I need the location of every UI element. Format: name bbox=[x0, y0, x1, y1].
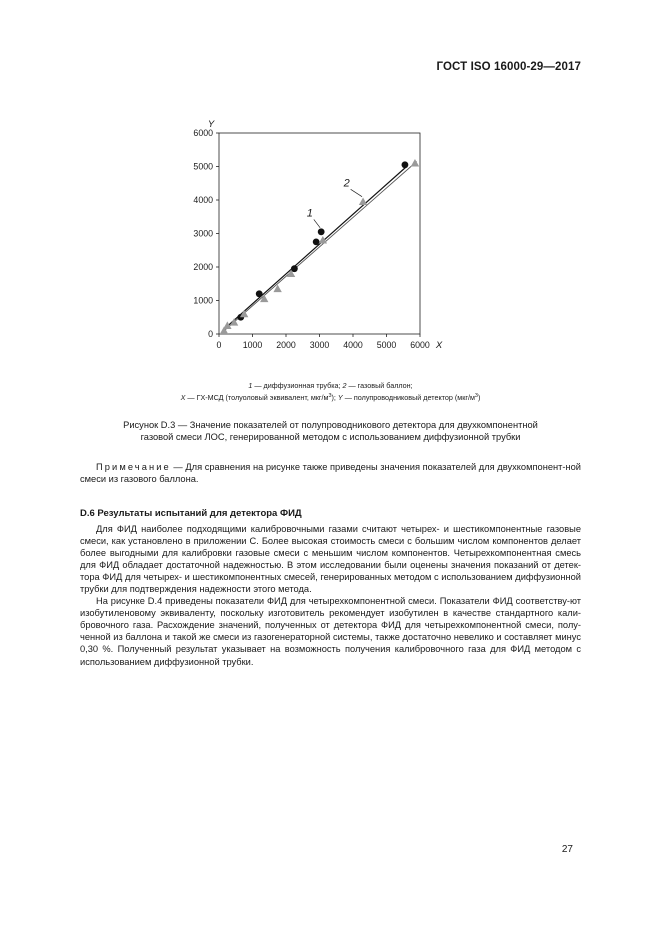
x-axis-label: X bbox=[435, 340, 443, 351]
section-title: D.6 Результаты испытаний для детектора ФИД bbox=[80, 508, 302, 519]
document-header: ГОСТ ISO 16000-29—2017 bbox=[436, 61, 581, 73]
note bbox=[80, 461, 581, 485]
y-tick-label: 1000 bbox=[193, 295, 213, 306]
y-tick-label: 6000 bbox=[193, 128, 213, 138]
x-tick-label: 4000 bbox=[343, 340, 363, 350]
y-tick-label: 2000 bbox=[193, 262, 213, 272]
body-text bbox=[80, 523, 581, 668]
note-label: Примечание bbox=[96, 462, 171, 472]
x-tick-label: 6000 bbox=[410, 340, 430, 350]
figure-caption bbox=[80, 419, 581, 443]
x-tick-label: 0 bbox=[216, 340, 222, 350]
x-tick-label: 1000 bbox=[242, 340, 263, 350]
legend-x-exponent: 3 bbox=[328, 393, 332, 399]
legend-y-exponent: 3 bbox=[474, 393, 478, 399]
data-point-series-1 bbox=[318, 228, 325, 235]
page-number: 27 bbox=[561, 844, 573, 855]
paragraph-2: На рисунке D.4 приведены показатели ФИД для четырехкомпонентной смеси. Показатели ФИД соответству-ют изобутиленовому эквиваленту, поскольку изготовитель рекомендует изобутилен в качестве стандартного кали-бровочного газа. Расхождение значений, полученных от детектора ФИД для четырехкомпонентной смеси, полу-ченной из баллона и такой же смеси из газогенераторной системы, также достаточно невелико и составляет минус 0,30 %. Полученный результат указывает на возможность получения калибровочного газа для ФИД методом с использованием диффузионной трубки. bbox=[80, 596, 581, 667]
legend-y-text: — полупроводниковый детектор (мкг/м bbox=[342, 393, 475, 402]
chart-axes bbox=[216, 133, 420, 337]
data-point-series-2 bbox=[319, 236, 327, 244]
data-point-series-1 bbox=[256, 290, 263, 297]
y-tick-label: 5000 bbox=[193, 161, 213, 172]
chart-labels bbox=[193, 119, 442, 351]
annotation-leader-2 bbox=[351, 189, 362, 196]
y-tick-label: 4000 bbox=[193, 195, 213, 205]
data-point-series-1 bbox=[313, 238, 320, 245]
x-tick-label: 5000 bbox=[376, 340, 397, 350]
fit-line-series-1 bbox=[222, 167, 406, 331]
figure-legend-line-1 bbox=[80, 381, 581, 391]
x-tick-label: 3000 bbox=[309, 340, 330, 350]
y-tick-label: 3000 bbox=[193, 228, 213, 239]
annotation-series-1: 1 bbox=[306, 207, 313, 220]
y-axis-label: Y bbox=[207, 119, 215, 130]
figure-legend-line-2 bbox=[80, 391, 581, 403]
data-point-series-2 bbox=[359, 197, 367, 205]
data-point-series-1 bbox=[402, 161, 409, 168]
legend-key-1-text: — диффузионная трубка; bbox=[252, 381, 343, 390]
y-tick-label: 0 bbox=[208, 329, 213, 339]
annotation-series-2: 2 bbox=[343, 177, 350, 190]
figure-caption-line-1: Рисунок D.3 — Значение показателей от полупроводникового детектора для двухкомпонентной bbox=[123, 420, 538, 430]
annotation-leader-1 bbox=[314, 219, 320, 227]
data-point-series-1 bbox=[291, 265, 298, 272]
legend-y-symbol: Y bbox=[337, 393, 343, 402]
fit-line-series-2 bbox=[222, 161, 416, 332]
legend-y-close: ) bbox=[477, 393, 481, 402]
note-text: — Для сравнения на рисунке также приведены значения показателей для двухкомпонент-ной смеси из газового баллона. bbox=[80, 462, 581, 484]
legend-key-1: 1 bbox=[248, 381, 253, 390]
legend-separator: ); bbox=[331, 393, 338, 402]
chart bbox=[180, 104, 450, 360]
legend-key-2: 2 bbox=[342, 381, 347, 390]
legend-x-symbol: X bbox=[180, 393, 186, 402]
chart-fit-lines bbox=[222, 161, 416, 332]
paragraph-1: Для ФИД наиболее подходящими калибровочными газами считают четырех- и шестикомпонентные газовые смеси, как установлено в приложении С. Более высокая стоимость смеси с большим числом компонентов делает более выгодными для калибровки газовые смеси с меньшим числом компонентов. Четырехкомпонентная смесь для ФИД обладает достаточной надежностью. В этом исследовании были оценены значения показаний от детек-тора ФИД для четырех- и шестикомпонентных смесей, генерированных методом с использованием диффузионной трубки для подтверждения надежности этого метода. bbox=[80, 524, 581, 595]
figure-caption-line-2: газовой смеси ЛОС, генерированной методом с использованием диффузионной трубки bbox=[140, 432, 521, 442]
data-point-series-2 bbox=[411, 159, 419, 167]
legend-x-text: — ГХ-МСД (толуоловый эквивалент, мкг/м bbox=[185, 393, 329, 402]
x-tick-label: 2000 bbox=[276, 340, 296, 350]
legend-key-2-text: — газовый баллон; bbox=[346, 381, 413, 390]
